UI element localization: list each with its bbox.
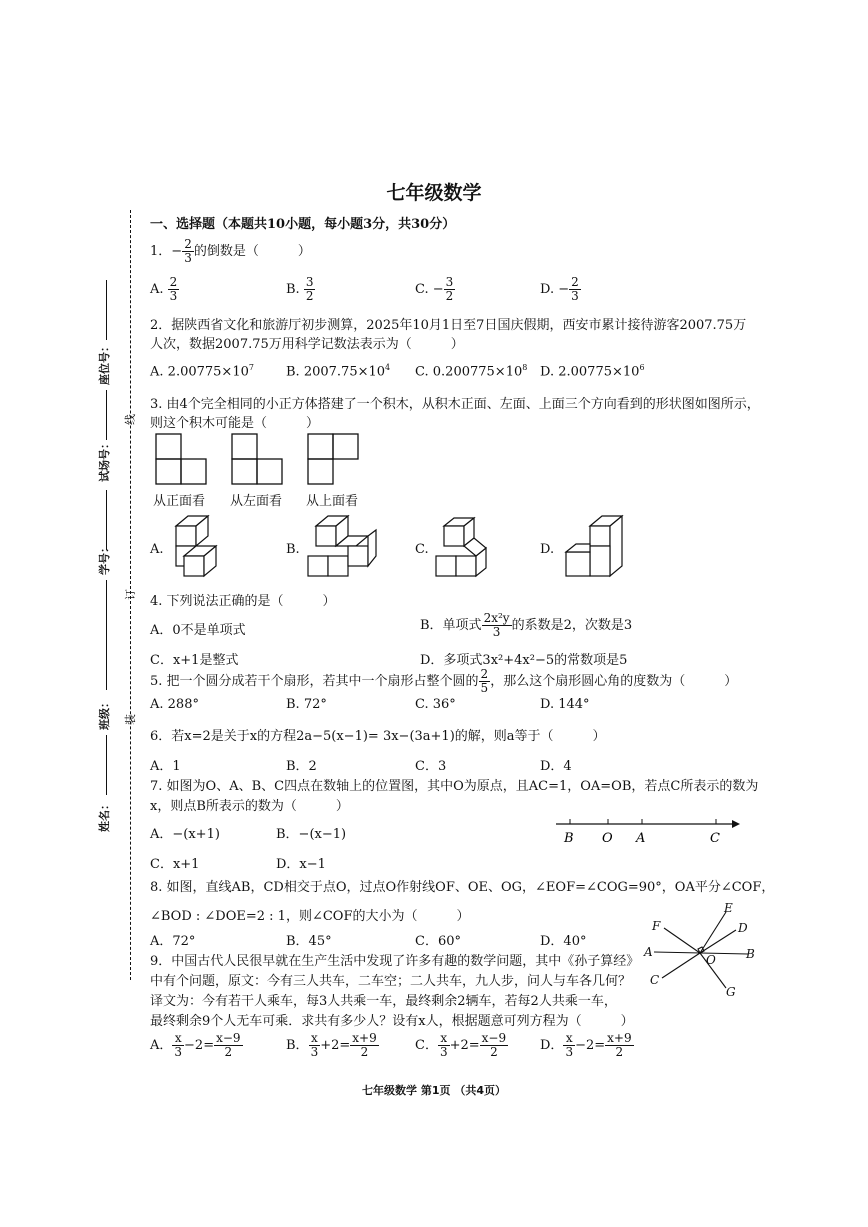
q7-option-a[interactable]: A．−(x+1) bbox=[150, 827, 220, 842]
q6-option-d[interactable]: D．4 bbox=[540, 759, 572, 774]
q8-angle-figure bbox=[640, 900, 760, 1000]
q3-option-d-figure[interactable] bbox=[560, 512, 640, 582]
seat-label: 座位号： bbox=[98, 341, 111, 385]
q3-line2: 则这个积木可能是（ ） bbox=[150, 416, 320, 431]
q3-option-c-label[interactable]: C. bbox=[415, 542, 429, 557]
q8-label-o: O bbox=[706, 953, 716, 967]
q3-left-label: 从左面看 bbox=[230, 494, 283, 509]
q4-option-d[interactable]: D．多项式3x²+4x²−5的常数项是5 bbox=[420, 653, 628, 668]
q2-option-a[interactable]: A. $2.00775\times 10^7$ bbox=[150, 363, 254, 380]
q1-option-a[interactable]: A. $\frac{2}{3}$ bbox=[150, 275, 178, 303]
q8-line1: 8. 如图，直线AB，CD相交于点O，过点O作射线OF、OE、OG，∠EOF=∠COG=90°，OA平分∠COF， bbox=[150, 880, 775, 895]
q6-option-c[interactable]: C．3 bbox=[415, 759, 447, 774]
q7-point-o: O bbox=[602, 831, 613, 846]
q3-option-d-label[interactable]: D. bbox=[540, 542, 555, 557]
student-id-label: 学号： bbox=[98, 542, 111, 575]
q7-option-c[interactable]: C．x+1 bbox=[150, 857, 200, 872]
q4-option-a[interactable]: A．0不是单项式 bbox=[150, 623, 246, 638]
q7-number-line bbox=[552, 810, 742, 850]
q8-label-f: F bbox=[652, 919, 661, 933]
q7-point-b: B bbox=[564, 831, 574, 846]
q8-label-g: G bbox=[726, 985, 736, 999]
q1-stem: 1．− $\frac{2}{3}$ 的倒数是（ ） bbox=[150, 237, 311, 265]
q3-line1: 3. 由4个完全相同的小正方体搭建了一个积木，从积木正面、左面、上面三个方向看到的形状图如图所示， bbox=[150, 397, 760, 412]
name-label: 姓名： bbox=[98, 799, 111, 832]
q8-label-e: E bbox=[724, 901, 733, 915]
q6-option-a[interactable]: A．1 bbox=[150, 759, 181, 774]
room-label: 试场号： bbox=[98, 438, 111, 482]
line-mark: 线 bbox=[124, 414, 137, 425]
zhuang-mark: 装 bbox=[124, 714, 137, 725]
q5-option-d[interactable]: D. 144° bbox=[540, 697, 590, 712]
q8-label-d: D bbox=[738, 921, 748, 935]
q9-option-d[interactable]: D． $\frac{x}{3}$ −2= $\frac{x+9}{2}$ bbox=[540, 1031, 632, 1059]
student-id-line bbox=[106, 490, 107, 550]
name-line bbox=[106, 735, 107, 795]
ding-mark: 订 bbox=[124, 589, 137, 600]
seat-line bbox=[106, 280, 107, 340]
section-heading: 一、选择题（本题共10小题，每小题3分，共30分） bbox=[150, 217, 456, 232]
q2-line1: 2．据陕西省文化和旅游厅初步测算，2025年10月1日至7日国庆假期，西安市累计接待游客2007.75万 bbox=[150, 318, 747, 333]
page-footer: 七年级数学 第1页 （共4页） bbox=[362, 1084, 506, 1097]
q7-line1: 7. 如图为O、A、B、C四点在数轴上的位置图，其中O为原点，且AC=1，OA=OB，若点C所表示的数为 bbox=[150, 779, 759, 794]
q4-option-b[interactable]: B．单项式 $\frac{\text{2x²y}}{3}$ 的系数是2，次数是3 bbox=[420, 611, 633, 639]
q8-line2: ∠BOD : ∠DOE=2 : 1，则∠COF的大小为（ ） bbox=[150, 909, 470, 924]
q9-line4: 最终剩余9个人无车可乘．求共有多少人？设有x人，根据题意可列方程为（ ） bbox=[150, 1014, 634, 1029]
q8-option-b[interactable]: B．45° bbox=[286, 934, 332, 949]
q5-option-a[interactable]: A. 288° bbox=[150, 697, 199, 712]
q8-label-a: A bbox=[644, 945, 653, 959]
q6-stem: 6．若x=2是关于x的方程2a−5(x−1)= 3x−(3a+1)的解，则a等于（ ） bbox=[150, 729, 606, 744]
q3-option-a-label[interactable]: A. bbox=[150, 542, 164, 557]
q6-option-b[interactable]: B．2 bbox=[286, 759, 317, 774]
q9-option-c[interactable]: C． $\frac{x}{3}$ +2= $\frac{x-9}{2}$ bbox=[415, 1031, 507, 1059]
q7-option-b[interactable]: B．−(x−1) bbox=[276, 827, 347, 842]
q9-line2: 中有个问题，原文：今有三人共车，二车空；二人共车，九人步，问人与车各几何？ bbox=[150, 974, 632, 989]
q9-option-a[interactable]: A． $\frac{x}{3}$ −2= $\frac{x-9}{2}$ bbox=[150, 1031, 241, 1059]
q3-front-label: 从正面看 bbox=[153, 494, 206, 509]
q9-option-b[interactable]: B． $\frac{x}{3}$ +2= $\frac{x+9}{2}$ bbox=[286, 1031, 377, 1059]
q3-option-b-figure[interactable] bbox=[302, 512, 382, 582]
q4-stem: 4. 下列说法正确的是（ ） bbox=[150, 594, 336, 609]
q2-option-c[interactable]: C. $0.200775\times 10^8$ bbox=[415, 363, 528, 380]
q3-views-figure bbox=[150, 430, 370, 490]
q9-line3: 译文为：今有若干人乘车，每3人共乘一车，最终剩余2辆车，若每2人共乘一车， bbox=[150, 994, 617, 1009]
q8-label-c: C bbox=[650, 973, 660, 987]
q8-option-a[interactable]: A．72° bbox=[150, 934, 196, 949]
q8-label-b: B bbox=[746, 947, 755, 961]
q4-option-c[interactable]: C．x+1是整式 bbox=[150, 653, 239, 668]
q5-stem: 5. 把一个圆分成若干个扇形，若其中一个扇形占整个圆的 $\frac{2}{5}$ ，那么这个扇形圆心角的度数为（ ） bbox=[150, 667, 738, 695]
q2-option-b[interactable]: B. $2007.75\times 10^4$ bbox=[286, 363, 391, 380]
room-line bbox=[106, 390, 107, 440]
q3-option-b-label[interactable]: B. bbox=[286, 542, 300, 557]
q3-top-label: 从上面看 bbox=[306, 494, 359, 509]
q8-option-c[interactable]: C．60° bbox=[415, 934, 461, 949]
q1-option-b[interactable]: B. $\frac{3}{2}$ bbox=[286, 275, 314, 303]
q1-option-c[interactable]: C. − $\frac{3}{2}$ bbox=[415, 275, 454, 303]
q9-line1: 9．中国古代人民很早就在生产生活中发现了许多有趣的数学问题，其中《孙子算经》 bbox=[150, 954, 640, 969]
q8-option-d[interactable]: D．40° bbox=[540, 934, 587, 949]
class-line bbox=[106, 580, 107, 690]
q2-option-d[interactable]: D. $2.00775\times 10^6$ bbox=[540, 363, 645, 380]
q2-line2: 人次，数据2007.75万用科学记数法表示为（ ） bbox=[150, 337, 464, 352]
q7-option-d[interactable]: D．x−1 bbox=[276, 857, 326, 872]
q3-option-a-figure[interactable] bbox=[170, 512, 230, 582]
q7-point-a: A bbox=[636, 831, 646, 846]
q5-option-c[interactable]: C. 36° bbox=[415, 697, 456, 712]
q7-point-c: C bbox=[710, 831, 720, 846]
class-label: 班级： bbox=[98, 697, 111, 730]
page-title: 七年级数学 bbox=[386, 182, 482, 204]
q5-option-b[interactable]: B. 72° bbox=[286, 697, 327, 712]
q7-line2: x，则点B所表示的数为（ ） bbox=[150, 799, 349, 814]
q1-option-d[interactable]: D. − $\frac{2}{3}$ bbox=[540, 275, 579, 303]
q3-option-c-figure[interactable] bbox=[432, 512, 502, 582]
